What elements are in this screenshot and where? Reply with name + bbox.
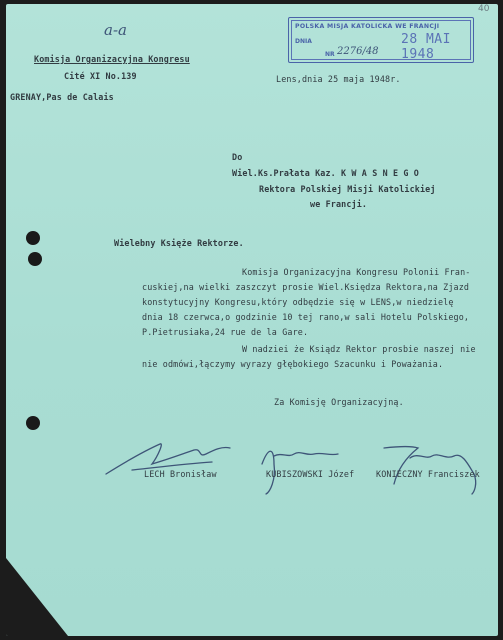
letter-sheet — [6, 4, 498, 636]
salutation: Wielebny Księże Rektorze. — [114, 238, 244, 248]
addressee-line-3: we Francji. — [310, 199, 368, 209]
stamp-number-label: NR — [325, 51, 335, 58]
stamp-mission-name: POLSKA MISJA KATOLICKA WE FRANCJI — [295, 23, 440, 30]
stamp-date: 28 MAI 1948 — [401, 32, 451, 62]
signatory-3: KONIECZNY Franciszek — [376, 469, 480, 479]
stamp-date-label: DNIA — [295, 38, 312, 45]
addressee-to: Do — [232, 152, 243, 162]
body-line-3: konstytucyjny Kongresu,który odbędzie się w LENS,w niedzielę — [142, 297, 454, 307]
page-number: 40 — [478, 4, 490, 14]
sender-line-2: Cité XI No.139 — [64, 71, 137, 81]
body-line-5: P.Pietrusiaka,24 rue de la Gare. — [142, 327, 309, 337]
mission-stamp — [288, 17, 474, 63]
closing: Za Komisję Organizacyjną. — [274, 397, 404, 407]
stamp-number: 2276/48 — [337, 46, 379, 57]
signatory-1: LECH Bronisław — [144, 469, 217, 479]
addressee-line-1: Wiel.Ks.Prałata Kaz. K W A S N E G O — [232, 168, 419, 178]
body-line-2: cuskiej,na wielki zaszczyt prosie Wiel.Księdza Rektora,na Zjazd — [142, 282, 470, 292]
body-line-4: dnia 18 czerwca,o godzinie 10 tej rano,w sali Hotelu Polskiego, — [142, 312, 470, 322]
punch-hole-bottom — [26, 416, 40, 430]
punch-hole-top — [26, 231, 40, 245]
place-date: Lens,dnia 25 maja 1948r. — [276, 74, 401, 84]
torn-corner — [6, 558, 68, 636]
body-line-1: Komisja Organizacyjna Kongresu Polonii Fran- — [242, 267, 471, 277]
punch-hole-middle — [28, 252, 42, 266]
body-line-7: nie odmówi,łączymy wyrazy głębokiego Szacunku i Poważania. — [142, 359, 444, 369]
addressee-line-2: Rektora Polskiej Misji Katolickiej — [259, 184, 436, 194]
body-line-6: W nadziei że Ksiądz Rektor prosbie naszej nie — [242, 344, 476, 354]
signatory-2: KUBISZOWSKI Józef — [266, 469, 355, 479]
sender-line-1: Komisja Organizacyjna Kongresu — [34, 54, 190, 64]
sender-line-3: GRENAY,Pas de Calais — [10, 92, 114, 102]
handwritten-mark: a-a — [104, 21, 127, 39]
